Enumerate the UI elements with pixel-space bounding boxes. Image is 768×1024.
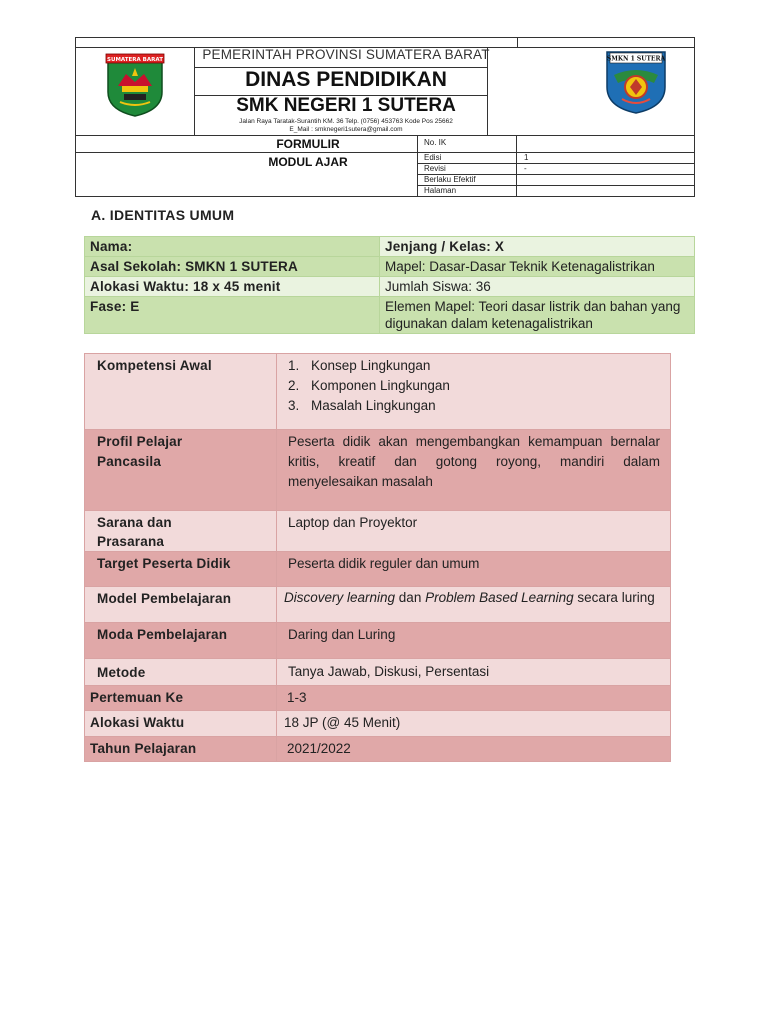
list-text: Komponen Lingkungan bbox=[311, 378, 450, 393]
table-row bbox=[85, 354, 671, 430]
header-rule bbox=[516, 135, 517, 197]
email-line: E_Mail : smknegeri1sutera@gmail.com bbox=[289, 126, 403, 133]
label-sarana: Sarana dan Prasarana bbox=[85, 511, 277, 552]
meta-value-revisi: - bbox=[524, 164, 527, 173]
identity-element: Elemen Mapel: Teori dasar listrik dan bahan yang digunakan dalam ketenagalistrikan bbox=[380, 297, 695, 334]
identity-table bbox=[84, 236, 695, 334]
label-pertemuan: Pertemuan Ke bbox=[85, 686, 277, 711]
school-address bbox=[196, 118, 496, 134]
section-title: A. IDENTITAS UMUM bbox=[91, 207, 235, 223]
identity-grade: Jenjang / Kelas: X bbox=[380, 237, 695, 257]
list-item bbox=[288, 356, 660, 376]
value-alokasi: 18 JP (@ 45 Menit) bbox=[277, 711, 671, 737]
value-metode: Tanya Jawab, Diskusi, Persentasi bbox=[277, 659, 671, 686]
table-row bbox=[85, 623, 671, 659]
form-name: MODUL AJAR bbox=[268, 155, 348, 169]
model-text-1: Discovery learning bbox=[284, 590, 396, 605]
province-emblem-banner: SUMATERA BARAT bbox=[107, 57, 163, 63]
value-target: Peserta didik reguler dan umum bbox=[277, 552, 671, 587]
header-rule bbox=[417, 163, 694, 164]
value-model bbox=[277, 587, 671, 623]
meta-label-berlaku: Berlaku Efektif bbox=[424, 175, 476, 184]
value-kompetensi-awal bbox=[277, 354, 671, 430]
identity-students: Jumlah Siswa: 36 bbox=[380, 277, 695, 297]
header-rule bbox=[417, 152, 694, 153]
table-row bbox=[85, 587, 671, 623]
list-item bbox=[288, 396, 660, 416]
meta-label-revisi: Revisi bbox=[424, 164, 446, 173]
list-number: 1. bbox=[288, 358, 300, 373]
kompetensi-list bbox=[288, 356, 660, 416]
school-name: SMK NEGERI 1 SUTERA bbox=[236, 95, 456, 116]
label-model: Model Pembelajaran bbox=[85, 587, 277, 623]
value-sarana: Laptop dan Proyektor bbox=[277, 511, 671, 552]
table-row bbox=[85, 237, 695, 257]
table-row bbox=[85, 737, 671, 762]
identity-subject: Mapel: Dasar-Dasar Teknik Ketenagalistrikan bbox=[380, 257, 695, 277]
school-logo-banner: SMKN 1 SUTERA bbox=[606, 55, 666, 63]
header-rule bbox=[194, 47, 195, 135]
list-text: Konsep Lingkungan bbox=[311, 358, 431, 373]
label-target: Target Peserta Didik bbox=[85, 552, 277, 587]
meta-label-no-ik: No. IK bbox=[424, 138, 447, 147]
value-profil: Peserta didik akan mengembangkan kemampuan bernalar kritis, kreatif dan gotong royong, mandiri dalam menyelesaikan masalah bbox=[277, 430, 671, 511]
identity-time: Alokasi Waktu: 18 x 45 menit bbox=[85, 277, 380, 297]
address-line: Jalan Raya Taratak-Surantih KM. 36 Telp. (0756) 453763 Kode Pos 25662 bbox=[239, 118, 453, 125]
list-text: Masalah Lingkungan bbox=[311, 398, 436, 413]
list-number: 3. bbox=[288, 398, 300, 413]
letterhead bbox=[75, 37, 695, 197]
identity-name: Nama: bbox=[85, 237, 380, 257]
school-logo-icon bbox=[604, 49, 668, 115]
label-tahun: Tahun Pelajaran bbox=[85, 737, 277, 762]
table-row bbox=[85, 297, 695, 334]
label-profil: Profil Pelajar Pancasila bbox=[85, 430, 277, 511]
table-row bbox=[85, 430, 671, 511]
table-row bbox=[85, 552, 671, 587]
module-details-table bbox=[84, 353, 671, 762]
header-rule bbox=[417, 185, 694, 186]
table-row bbox=[85, 511, 671, 552]
identity-school: Asal Sekolah: SMKN 1 SUTERA bbox=[85, 257, 380, 277]
meta-label-edisi: Edisi bbox=[424, 153, 442, 162]
header-rule bbox=[76, 135, 694, 136]
table-row bbox=[85, 257, 695, 277]
list-number: 2. bbox=[288, 378, 300, 393]
model-text-2: dan bbox=[395, 590, 426, 605]
table-row bbox=[85, 659, 671, 686]
model-text-4: secara luring bbox=[573, 590, 655, 605]
value-tahun: 2021/2022 bbox=[277, 737, 671, 762]
label-metode: Metode bbox=[85, 659, 277, 686]
table-row bbox=[85, 686, 671, 711]
agency-name: DINAS PENDIDIKAN bbox=[245, 68, 447, 91]
header-rule bbox=[517, 38, 518, 47]
list-item bbox=[288, 376, 660, 396]
identity-phase: Fase: E bbox=[85, 297, 380, 334]
meta-label-halaman: Halaman bbox=[424, 186, 457, 195]
label-alokasi: Alokasi Waktu bbox=[85, 711, 277, 737]
header-rule bbox=[76, 152, 417, 153]
province-emblem-icon bbox=[104, 52, 166, 118]
value-moda: Daring dan Luring bbox=[277, 623, 671, 659]
table-row bbox=[85, 277, 695, 297]
form-label: FORMULIR bbox=[276, 137, 340, 151]
model-text-3: Problem Based Learning bbox=[425, 590, 574, 605]
province-name: PEMERINTAH PROVINSI SUMATERA BARAT bbox=[202, 47, 490, 62]
label-moda: Moda Pembelajaran bbox=[85, 623, 277, 659]
table-row bbox=[85, 711, 671, 737]
value-pertemuan: 1-3 bbox=[277, 686, 671, 711]
label-kompetensi-awal: Kompetensi Awal bbox=[85, 354, 277, 430]
meta-value-edisi: 1 bbox=[524, 153, 529, 162]
